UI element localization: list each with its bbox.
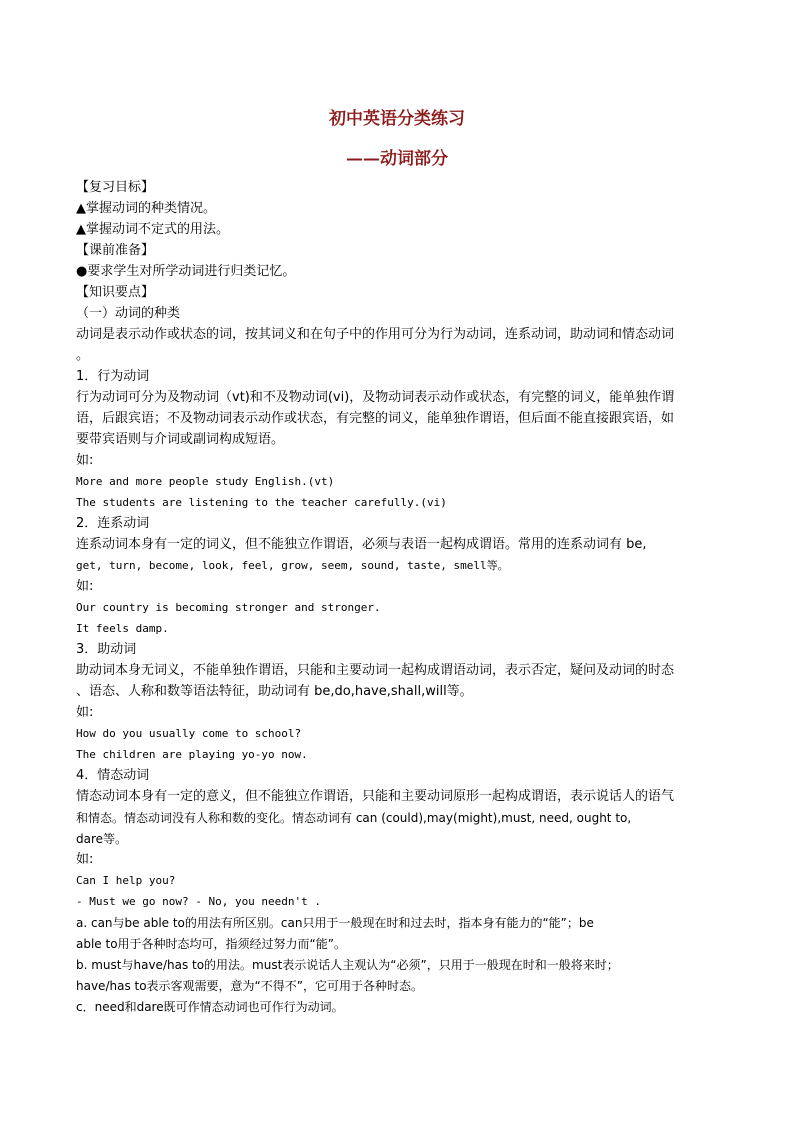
example-label: 如: — [76, 852, 94, 867]
paragraph-line: 行为动词可分为及物动词（vt)和不及物动词(vi)，及物动词表示动作或状态，有完整的词义，能单独作谓 — [76, 390, 675, 405]
numbered-heading: 3．助动词 — [76, 642, 137, 657]
example-sentence: Our country is becoming stronger and stronger. — [76, 601, 381, 614]
paragraph-line: 、语态、人称和数等语法特征，助动词有 be,do,have,shall,will等。 — [76, 684, 473, 699]
note-line: able to用于各种时态均可，指须经过努力而“能”。 — [76, 937, 346, 951]
paragraph-line: 语，后跟宾语；不及物动词表示动作或状态，有完整的词义，能单独作谓语，但后面不能直接跟宾语，如 — [76, 411, 675, 426]
example-label: 如: — [76, 705, 94, 720]
example-sentence: How do you usually come to school? — [76, 727, 302, 740]
paragraph-line: 和情态。情态动词没有人称和数的变化。情态动词有 can (could),may(might),must, need, ought to, — [76, 811, 632, 825]
note-line: have/has to表示客观需要，意为“不得不”，它可用于各种时态。 — [76, 979, 423, 993]
document-subtitle: ——动词部分 — [346, 149, 448, 169]
numbered-heading: 4．情态动词 — [76, 768, 150, 783]
goal-item: ▲掌握动词不定式的用法。 — [76, 222, 229, 237]
paragraph-line: 要带宾语则与介词或副词构成短语。 — [76, 432, 285, 447]
example-label: 如: — [76, 579, 94, 594]
example-sentence: It feels damp. — [76, 622, 169, 635]
paragraph-line: 动词是表示动作或状态的词，按其词义和在句子中的作用可分为行为动词，连系动词，助动词和情态动词 — [76, 327, 675, 342]
paragraph-line: get, turn, become, look, feel, grow, seem, sound, taste, smell等。 — [76, 559, 509, 572]
paragraph-line: 助动词本身无词义，不能单独作谓语，只能和主要动词一起构成谓语动词，表示否定，疑问及动词的时态 — [76, 663, 675, 678]
numbered-heading: 1．行为动词 — [76, 369, 150, 384]
paragraph-line: 连系动词本身有一定的词义，但不能独立作谓语，必须与表语一起构成谓语。常用的连系动词有 be, — [76, 537, 647, 552]
example-sentence: More and more people study English.(vt) — [76, 475, 335, 488]
subsection-heading: （一）动词的种类 — [76, 306, 181, 321]
note-line: a. can与be able to的用法有所区别。can只用于一般现在时和过去时，指本身有能力的“能”；be — [76, 916, 594, 930]
example-sentence: The children are playing yo-yo now. — [76, 748, 308, 761]
numbered-heading: 2．连系动词 — [76, 516, 150, 531]
example-label: 如: — [76, 453, 94, 468]
paragraph-line: 情态动词本身有一定的意义，但不能独立作谓语，只能和主要动词原形一起构成谓语，表示说话人的语气 — [76, 789, 675, 804]
example-sentence: - Must we go now? - No, you needn't . — [76, 895, 322, 908]
example-sentence: Can I help you? — [76, 874, 176, 887]
note-line: c．need和dare既可作情态动词也可作行为动词。 — [76, 1000, 344, 1014]
paragraph-line: 。 — [76, 348, 90, 363]
section-heading-key-points: 【知识要点】 — [76, 285, 155, 300]
paragraph-line: dare等。 — [76, 832, 128, 846]
example-sentence: The students are listening to the teacher carefully.(vi) — [76, 496, 447, 509]
note-line: b. must与have/has to的用法。must表示说话人主观认为“必须”，只用于一般现在时和一般将来时； — [76, 958, 619, 972]
section-heading-review-goals: 【复习目标】 — [76, 180, 155, 195]
preparation-item: ●要求学生对所学动词进行归类记忆。 — [76, 264, 296, 279]
section-heading-preparation: 【课前准备】 — [76, 243, 155, 258]
goal-item: ▲掌握动词的种类情况。 — [76, 201, 216, 216]
document-title: 初中英语分类练习 — [329, 109, 465, 129]
